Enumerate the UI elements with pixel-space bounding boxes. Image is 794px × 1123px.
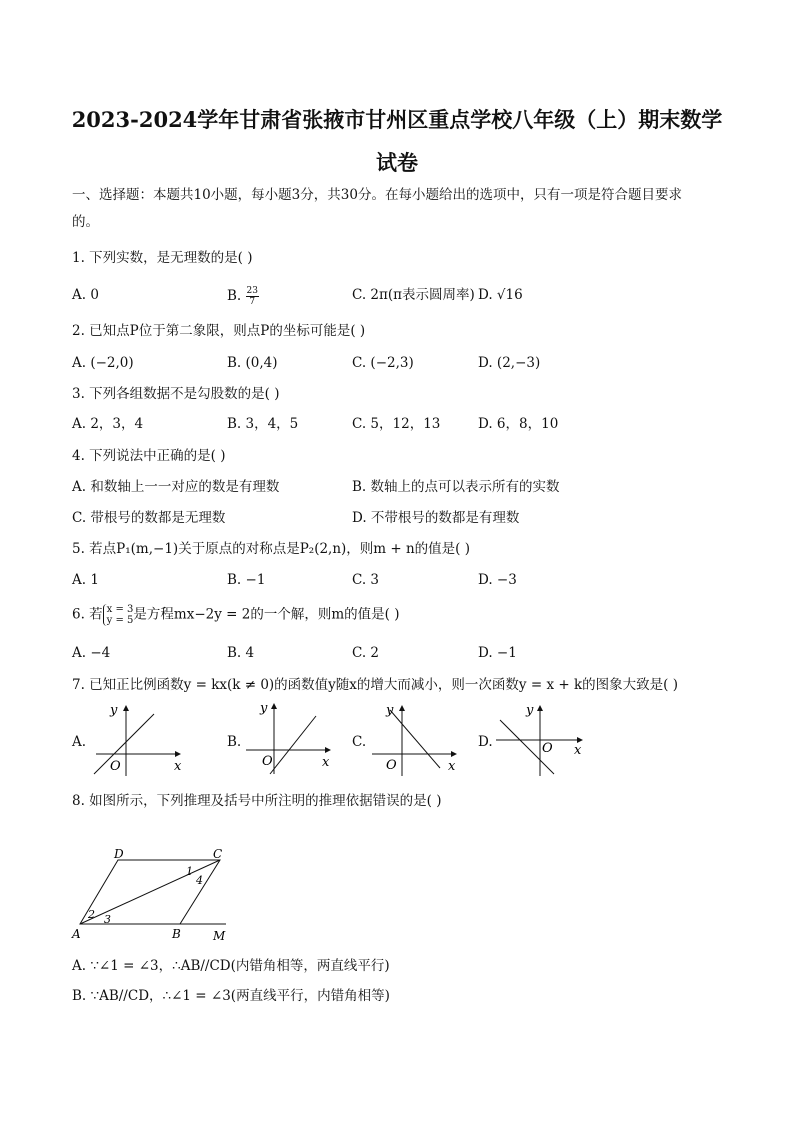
q7-option-d: D. (478, 734, 493, 750)
q7-option-c: C. (352, 734, 367, 750)
q7a-y-label: y (110, 703, 118, 718)
q6-eq1: x = 3 (106, 604, 134, 615)
q2-stem: 2. 已知点P位于第二象限，则点P的坐标可能是( ) (72, 323, 366, 339)
q6-option-d: D. −1 (478, 645, 517, 661)
q8-angle-3: 3 (104, 913, 111, 926)
q7c-line (390, 710, 440, 768)
q8-diagonal-ac (80, 860, 220, 924)
q6-stem (72, 604, 399, 626)
q6-stem-prefix: 6. 若 (72, 606, 103, 623)
q3-option-c: C. 5，12，13 (352, 416, 441, 432)
q1-fraction-num: 23 (246, 286, 258, 296)
q4-option-b: B. 数轴上的点可以表示所有的实数 (352, 479, 560, 495)
q7c-x-label: x (448, 759, 456, 774)
q1-option-b-label: B. (227, 288, 242, 304)
q1-fraction-den: 7 (249, 297, 256, 307)
q6-eq2: y = 5 (106, 615, 134, 626)
q7-option-b: B. (227, 734, 242, 750)
q8-angle-2: 2 (88, 908, 95, 921)
q8-stem: 8. 如图所示，下列推理及括号中所注明的推理依据错误的是( ) (72, 793, 442, 809)
q5-option-c: C. 3 (352, 572, 380, 588)
q8-label-a: A (72, 927, 81, 941)
q7-stem: 7. 已知正比例函数y = kx(k ≠ 0)的函数值y随x的增大而减小，则一次函数y = x + k的图象大致是( ) (72, 677, 678, 693)
q8-angle-4: 4 (196, 874, 203, 887)
q3-option-d: D. 6，8，10 (478, 416, 559, 432)
q7c-y-label: y (386, 703, 394, 718)
q3-stem: 3. 下列各组数据不是勾股数的是( ) (72, 386, 280, 402)
q8-angle-1: 1 (186, 865, 193, 878)
q6-equation-system (103, 604, 134, 626)
q3-option-b: B. 3，4，5 (227, 416, 299, 432)
section-intro-line1: 一、选择题：本题共10小题，每小题3分，共30分。在每小题给出的选项中，只有一项是符合题目要求 (72, 187, 682, 203)
q8-option-a: A. ∵∠1 = ∠3，∴AB//CD(内错角相等，两直线平行) (72, 958, 390, 974)
q7a-line (94, 714, 154, 774)
q2-option-a: A. (−2,0) (72, 355, 134, 371)
q7-option-a: A. (72, 734, 87, 750)
q8-label-c: C (213, 847, 223, 861)
q6-option-c: C. 2 (352, 645, 380, 661)
q7b-x-label: x (322, 755, 330, 770)
q7a-origin-label: O (110, 759, 121, 774)
q7-graph-c (366, 700, 466, 778)
q7b-origin-label: O (262, 754, 273, 769)
q4-option-d: D. 不带根号的数都是有理数 (352, 510, 520, 526)
q7-graph-b (240, 698, 340, 778)
q5-option-d: D. −3 (478, 572, 517, 588)
page-title-line1: 2023-2024学年甘肃省张掖市甘州区重点学校八年级（上）期末数学 (71, 107, 723, 132)
q4-option-a: A. 和数轴上一一对应的数是有理数 (72, 479, 280, 495)
q2-option-d: D. (2,−3) (478, 355, 541, 371)
q3-option-a: A. 2，3，4 (72, 416, 144, 432)
q5-option-a: A. 1 (72, 572, 99, 588)
q7-graph-d (492, 700, 592, 778)
q6-stem-suffix: 是方程mx−2y = 2的一个解，则m的值是( ) (133, 606, 400, 623)
q7d-y-label: y (526, 703, 534, 718)
q7d-x-label: x (574, 743, 582, 758)
q1-option-d: D. √16 (478, 287, 523, 303)
q7b-y-label: y (260, 701, 268, 716)
q7-graph-a (88, 700, 188, 780)
q8-label-d: D (114, 847, 124, 861)
q1-option-b (227, 286, 259, 307)
q1-option-a: A. 0 (72, 287, 99, 303)
q6-option-a: A. −4 (72, 645, 111, 661)
q4-stem: 4. 下列说法中正确的是( ) (72, 448, 226, 464)
q1-fraction (246, 286, 259, 307)
q8-option-b: B. ∵AB//CD，∴∠1 = ∠3(两直线平行，内错角相等) (72, 988, 390, 1004)
q8-parallelogram-figure (70, 846, 240, 946)
q7a-x-label: x (174, 759, 182, 774)
q8-label-b: B (172, 927, 181, 941)
q4-option-c: C. 带根号的数都是无理数 (72, 510, 226, 526)
q1-stem: 1. 下列实数，是无理数的是( ) (72, 250, 253, 266)
q5-stem: 5. 若点P₁(m,−1)关于原点的对称点是P₂(2,n)，则m + n的值是( ) (72, 541, 471, 557)
q7b-line (270, 716, 316, 774)
q2-option-b: B. (0,4) (227, 355, 278, 371)
page-title-line2: 试卷 (376, 150, 418, 175)
section-intro-line2: 的。 (72, 214, 99, 230)
q5-option-b: B. −1 (227, 572, 266, 588)
q2-option-c: C. (−2,3) (352, 355, 414, 371)
q7c-origin-label: O (386, 758, 397, 773)
q6-option-b: B. 4 (227, 645, 255, 661)
q8-label-m: M (213, 929, 226, 943)
q7d-origin-label: O (542, 741, 553, 756)
q1-option-c: C. 2π(π表示圆周率) (352, 287, 475, 303)
